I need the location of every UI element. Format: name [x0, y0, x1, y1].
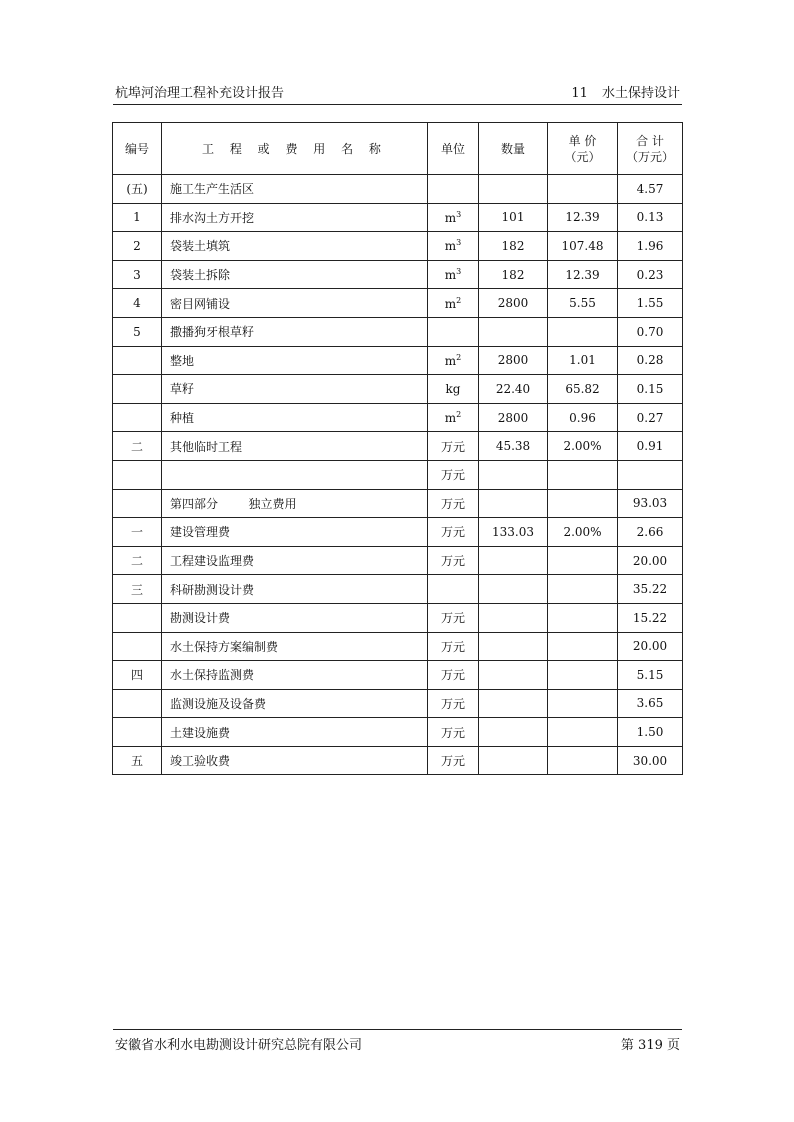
table-row	[113, 460, 683, 489]
cell-total: 0.70	[618, 317, 683, 346]
table-row	[113, 518, 683, 547]
table-row	[113, 203, 683, 232]
header-price-line2: （元）	[564, 149, 601, 164]
header-total-line2: （万元）	[625, 149, 674, 164]
cell-unit	[428, 260, 479, 289]
cell-total: 0.91	[618, 432, 683, 461]
cell-name: 勘测设计费	[162, 603, 428, 632]
cell-qty: 101	[479, 203, 548, 232]
cell-qty	[479, 489, 548, 518]
cell-price	[548, 661, 618, 690]
cell-no: 2	[113, 232, 162, 261]
cell-qty: 2800	[479, 403, 548, 432]
unit-base: m	[444, 296, 457, 311]
unit-base: 万元	[440, 754, 465, 769]
cell-total	[618, 460, 683, 489]
cell-price: 2.00%	[548, 432, 618, 461]
cell-total: 93.03	[618, 489, 683, 518]
cell-price: 12.39	[548, 203, 618, 232]
cell-unit	[428, 746, 479, 775]
cell-no	[113, 689, 162, 718]
cell-qty	[479, 460, 548, 489]
header-price-line1: 单 价	[568, 133, 597, 148]
header-name: 工 程 或 费 用 名 称	[162, 123, 428, 175]
cell-price	[548, 632, 618, 661]
cell-total: 1.55	[618, 289, 683, 318]
header-total	[618, 123, 683, 175]
page-footer	[113, 1029, 682, 1052]
cell-price	[548, 718, 618, 747]
cell-total: 0.13	[618, 203, 683, 232]
cell-unit	[428, 518, 479, 547]
cell-price	[548, 460, 618, 489]
table-row	[113, 432, 683, 461]
cell-qty: 182	[479, 232, 548, 261]
cell-name: 撒播狗牙根草籽	[162, 317, 428, 346]
cell-total: 30.00	[618, 746, 683, 775]
header-unit: 单位	[428, 123, 479, 175]
cell-no: 3	[113, 260, 162, 289]
cell-price	[548, 175, 618, 204]
cell-name: 种植	[162, 403, 428, 432]
report-title: 杭埠河治理工程补充设计报告	[115, 86, 285, 101]
page-header	[113, 80, 682, 105]
cell-no	[113, 603, 162, 632]
cell-price: 0.96	[548, 403, 618, 432]
cell-no: 4	[113, 289, 162, 318]
table-row	[113, 661, 683, 690]
cell-unit	[428, 232, 479, 261]
cell-name: 袋装土填筑	[162, 232, 428, 261]
cell-price	[548, 746, 618, 775]
cell-no	[113, 632, 162, 661]
cell-no	[113, 489, 162, 518]
table-row	[113, 718, 683, 747]
cell-unit	[428, 432, 479, 461]
header-total-line1: 合 计	[636, 133, 664, 148]
unit-base: m	[444, 353, 457, 368]
cell-unit	[428, 289, 479, 318]
cell-qty	[479, 746, 548, 775]
cell-name: 施工生产生活区	[162, 175, 428, 204]
cell-name: 工程建设监理费	[162, 546, 428, 575]
cell-price: 107.48	[548, 232, 618, 261]
unit-base: 万元	[440, 611, 465, 626]
cell-unit	[428, 489, 479, 518]
table-row	[113, 260, 683, 289]
cell-unit	[428, 460, 479, 489]
cell-unit	[428, 689, 479, 718]
cell-unit	[428, 575, 479, 604]
cell-no: 1	[113, 203, 162, 232]
cell-name: 第四部分 独立费用	[162, 489, 428, 518]
cell-price: 12.39	[548, 260, 618, 289]
table-row	[113, 575, 683, 604]
company-name: 安徽省水利水电勘测设计研究总院有限公司	[115, 1038, 363, 1053]
cell-total: 15.22	[618, 603, 683, 632]
cell-name: 排水沟土方开挖	[162, 203, 428, 232]
table-row	[113, 232, 683, 261]
unit-base: m	[444, 411, 457, 426]
cell-total: 5.15	[618, 661, 683, 690]
unit-superscript: 2	[456, 352, 462, 362]
cell-qty	[479, 718, 548, 747]
cell-no: 二	[113, 546, 162, 575]
cell-unit	[428, 375, 479, 404]
cell-name: 土建设施费	[162, 718, 428, 747]
table-row	[113, 489, 683, 518]
chapter-title: 11 水土保持设计	[571, 86, 680, 101]
table-row	[113, 546, 683, 575]
cell-qty: 2800	[479, 346, 548, 375]
cell-unit	[428, 346, 479, 375]
cell-no: 五	[113, 746, 162, 775]
cell-price	[548, 546, 618, 575]
cell-qty	[479, 546, 548, 575]
cell-unit	[428, 661, 479, 690]
cell-unit	[428, 175, 479, 204]
cell-price: 5.55	[548, 289, 618, 318]
cell-no	[113, 403, 162, 432]
cell-qty	[479, 575, 548, 604]
cell-qty: 182	[479, 260, 548, 289]
cell-total: 2.66	[618, 518, 683, 547]
cell-name: 水土保持监测费	[162, 661, 428, 690]
table-row	[113, 403, 683, 432]
cost-table	[112, 122, 683, 775]
table-header-row	[113, 123, 683, 175]
cell-total: 20.00	[618, 632, 683, 661]
cell-total: 1.50	[618, 718, 683, 747]
cell-name: 袋装土拆除	[162, 260, 428, 289]
cell-price: 1.01	[548, 346, 618, 375]
page-number: 第 319 页	[620, 1038, 680, 1053]
cell-total: 0.15	[618, 375, 683, 404]
cell-no	[113, 718, 162, 747]
cell-price	[548, 689, 618, 718]
cell-name: 水土保持方案编制费	[162, 632, 428, 661]
unit-superscript: 2	[456, 295, 462, 305]
cell-unit	[428, 632, 479, 661]
table-row	[113, 689, 683, 718]
unit-superscript: 2	[456, 410, 462, 420]
cell-no: 四	[113, 661, 162, 690]
cell-name: 监测设施及设备费	[162, 689, 428, 718]
cell-qty: 133.03	[479, 518, 548, 547]
table-row	[113, 317, 683, 346]
cell-no: 5	[113, 317, 162, 346]
cell-qty	[479, 317, 548, 346]
cell-total: 0.23	[618, 260, 683, 289]
cell-qty	[479, 632, 548, 661]
header-no: 编号	[113, 123, 162, 175]
unit-base: 万元	[440, 696, 465, 711]
unit-base: m	[444, 268, 457, 283]
cell-name: 密目网铺设	[162, 289, 428, 318]
cell-total: 1.96	[618, 232, 683, 261]
unit-base: m	[444, 239, 457, 254]
cell-price	[548, 317, 618, 346]
cell-name: 科研勘测设计费	[162, 575, 428, 604]
unit-base: 万元	[440, 668, 465, 683]
cell-qty: 22.40	[479, 375, 548, 404]
cell-price	[548, 489, 618, 518]
unit-base: 万元	[440, 639, 465, 654]
table-row	[113, 375, 683, 404]
cell-no	[113, 375, 162, 404]
cell-total: 20.00	[618, 546, 683, 575]
cell-unit	[428, 546, 479, 575]
cell-no: 三	[113, 575, 162, 604]
header-price	[548, 123, 618, 175]
cell-no: (五)	[113, 175, 162, 204]
unit-base: m	[444, 210, 457, 225]
cell-qty	[479, 603, 548, 632]
table-row	[113, 632, 683, 661]
table-row	[113, 746, 683, 775]
cell-total: 35.22	[618, 575, 683, 604]
unit-base: 万元	[440, 525, 465, 540]
unit-base: 万元	[440, 439, 465, 454]
cell-total: 3.65	[618, 689, 683, 718]
cell-unit	[428, 603, 479, 632]
cell-unit	[428, 203, 479, 232]
table-row	[113, 346, 683, 375]
unit-superscript: 3	[456, 267, 462, 277]
table-row	[113, 289, 683, 318]
cell-qty: 2800	[479, 289, 548, 318]
cell-qty: 45.38	[479, 432, 548, 461]
cell-no: 二	[113, 432, 162, 461]
unit-base: kg	[445, 382, 461, 397]
cell-qty	[479, 661, 548, 690]
cell-total: 0.28	[618, 346, 683, 375]
cell-unit	[428, 317, 479, 346]
table-row	[113, 603, 683, 632]
header-qty: 数量	[479, 123, 548, 175]
cell-name: 建设管理费	[162, 518, 428, 547]
table-body	[113, 175, 683, 775]
cell-name: 竣工验收费	[162, 746, 428, 775]
cell-price: 2.00%	[548, 518, 618, 547]
cell-total: 0.27	[618, 403, 683, 432]
unit-base: 万元	[440, 468, 465, 483]
cell-name: 其他临时工程	[162, 432, 428, 461]
unit-base: 万元	[440, 725, 465, 740]
cell-unit	[428, 718, 479, 747]
unit-superscript: 3	[456, 238, 462, 248]
unit-base: 万元	[440, 554, 465, 569]
cell-name	[162, 460, 428, 489]
cell-price	[548, 575, 618, 604]
cell-name: 整地	[162, 346, 428, 375]
cell-name: 草籽	[162, 375, 428, 404]
cell-total: 4.57	[618, 175, 683, 204]
cell-qty	[479, 689, 548, 718]
cell-price: 65.82	[548, 375, 618, 404]
unit-superscript: 3	[456, 209, 462, 219]
cell-qty	[479, 175, 548, 204]
unit-base: 万元	[440, 496, 465, 511]
cell-unit	[428, 403, 479, 432]
table-row	[113, 175, 683, 204]
cell-no: 一	[113, 518, 162, 547]
cell-price	[548, 603, 618, 632]
cell-no	[113, 346, 162, 375]
cell-no	[113, 460, 162, 489]
